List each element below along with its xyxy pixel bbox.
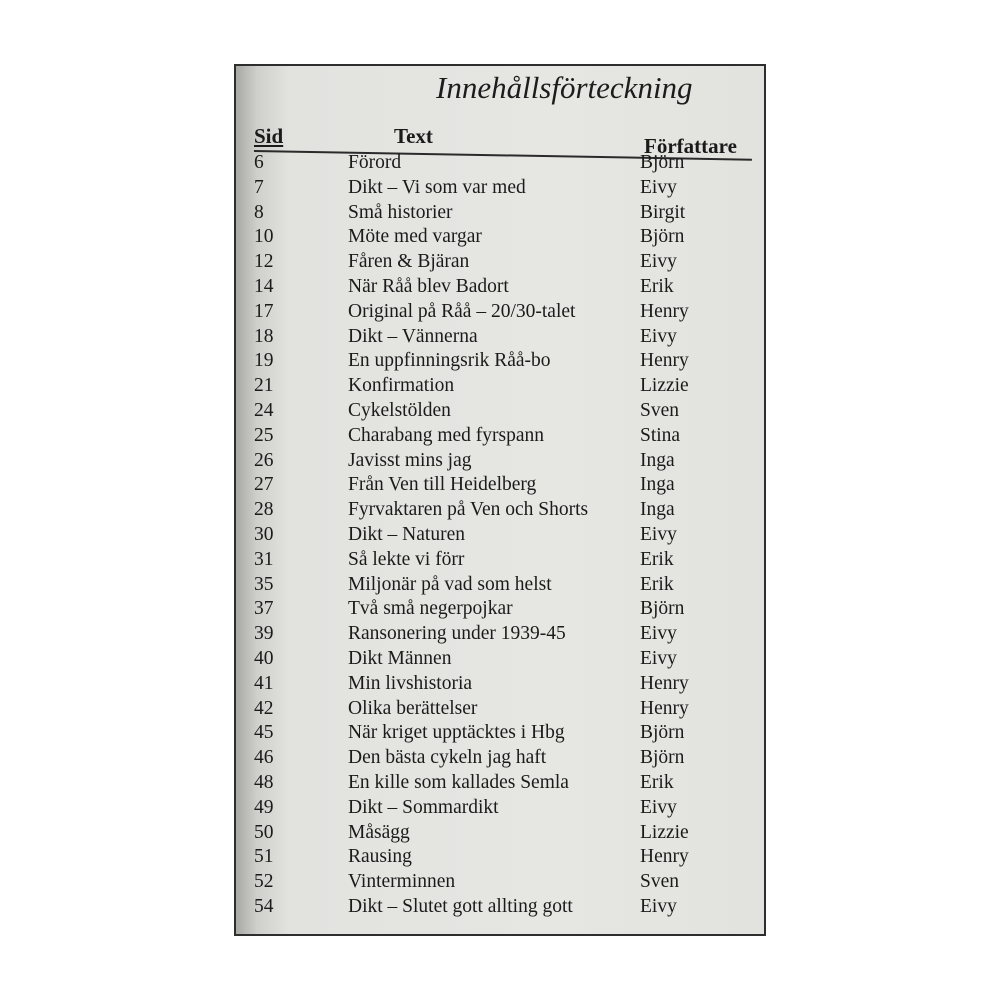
toc-row [236, 177, 764, 202]
toc-title: När kriget upptäcktes i Hbg [348, 722, 565, 744]
toc-author: Eivy [640, 896, 677, 917]
toc-author: Inga [640, 449, 675, 471]
toc-page-number: 39 [254, 623, 274, 645]
toc-author: Björn [640, 747, 685, 769]
toc-row [236, 499, 764, 524]
toc-title: Fåren & Bjäran [348, 251, 470, 273]
toc-author: Lizzie [640, 821, 689, 843]
toc-title: Från Ven till Heidelberg [348, 474, 537, 496]
toc-title: Cykelstölden [348, 400, 451, 421]
toc-page-number: 50 [254, 821, 274, 843]
toc-author: Stina [640, 424, 681, 446]
toc-author: Eivy [640, 325, 677, 347]
toc-page-number: 10 [254, 226, 274, 248]
toc-row [236, 648, 764, 673]
toc-page-number: 7 [254, 176, 264, 198]
toc-title: Dikt Männen [348, 648, 452, 669]
toc-page-number: 12 [254, 251, 274, 273]
toc-author: Henry [640, 300, 689, 322]
toc-author: Eivy [640, 176, 677, 198]
toc-author: Björn [640, 152, 685, 173]
page-title: Innehållsförteckning [436, 70, 693, 105]
toc-title: Så lekte vi förr [348, 548, 465, 570]
toc-row [236, 326, 764, 351]
toc-row [236, 549, 764, 574]
toc-row [236, 772, 764, 797]
toc-page-number: 27 [254, 474, 274, 496]
toc-row [236, 822, 764, 847]
toc-author: Erik [640, 772, 674, 793]
toc-page-number: 6 [254, 152, 264, 173]
toc-title: Rausing [348, 846, 412, 868]
toc-row [236, 797, 764, 822]
toc-title: Olika berättelser [348, 697, 478, 719]
toc-page-number: 48 [254, 772, 274, 793]
toc-row [236, 251, 764, 276]
toc-row [236, 400, 764, 425]
toc-page-number: 31 [254, 548, 274, 570]
toc-author: Henry [640, 846, 689, 868]
toc-page-number: 30 [254, 524, 274, 545]
toc-page-number: 18 [254, 325, 274, 347]
toc-title: Vinterminnen [348, 871, 456, 893]
toc-author: Henry [640, 672, 689, 694]
toc-row [236, 896, 764, 921]
toc-author: Björn [640, 722, 685, 744]
toc-title: En uppfinningsrik Råå-bo [348, 350, 551, 372]
column-header-text: Text [394, 124, 433, 148]
toc-author: Eivy [640, 251, 677, 273]
toc-page-number: 26 [254, 449, 274, 471]
toc-row [236, 450, 764, 475]
toc-title: Miljonär på vad som helst [348, 573, 552, 595]
toc-row [236, 202, 764, 227]
toc-page-number: 28 [254, 499, 274, 521]
toc-title: Dikt – Slutet gott allting gott [348, 896, 573, 917]
toc-title: Konfirmation [348, 375, 455, 397]
toc-page-number: 41 [254, 672, 274, 694]
toc-page-number: 21 [254, 375, 274, 397]
toc-page-number: 35 [254, 573, 274, 595]
toc-page-number: 14 [254, 276, 274, 297]
toc-title: Dikt – Vi som var med [348, 176, 526, 198]
toc-row [236, 698, 764, 723]
toc-title: Dikt – Sommardikt [348, 796, 499, 818]
toc-title: Dikt – Naturen [348, 524, 465, 545]
toc-title: Charabang med fyrspann [348, 424, 545, 446]
toc-page-number: 42 [254, 697, 274, 719]
toc-title: Fyrvaktaren på Ven och Shorts [348, 499, 589, 521]
toc-author: Björn [640, 226, 685, 248]
toc-row [236, 598, 764, 623]
toc-title: Dikt – Vännerna [348, 325, 478, 347]
toc-title: Ransonering under 1939-45 [348, 623, 566, 645]
toc-row [236, 722, 764, 747]
toc-title: Javisst mins jag [348, 449, 472, 471]
toc-page-number: 19 [254, 350, 274, 372]
toc-row [236, 425, 764, 450]
toc-title: Min livshistoria [348, 672, 473, 694]
toc-row [236, 226, 764, 251]
toc-title: Två små negerpojkar [348, 598, 513, 620]
toc-title: Den bästa cykeln jag haft [348, 747, 547, 769]
column-header-author: Författare [644, 134, 737, 158]
toc-row [236, 574, 764, 599]
toc-author: Eivy [640, 623, 677, 645]
toc-author: Lizzie [640, 375, 689, 397]
toc-author: Sven [640, 871, 679, 893]
toc-page-number: 46 [254, 747, 274, 769]
toc-page-number: 40 [254, 648, 274, 669]
toc-author: Björn [640, 598, 685, 620]
column-header-sid: Sid [254, 124, 284, 148]
toc-page-number: 45 [254, 722, 274, 744]
toc-page-number: 37 [254, 598, 274, 620]
toc-author: Inga [640, 499, 675, 521]
toc-author: Erik [640, 548, 674, 570]
toc-row [236, 350, 764, 375]
toc-row [236, 623, 764, 648]
toc-author: Eivy [640, 524, 677, 545]
toc-page-number: 24 [254, 400, 274, 421]
document-photo [234, 64, 766, 936]
toc-page-number: 51 [254, 846, 274, 868]
toc-author: Birgit [640, 201, 686, 223]
toc-page-number: 49 [254, 796, 274, 818]
toc-author: Erik [640, 573, 674, 595]
toc-row [236, 524, 764, 549]
toc-page-number: 8 [254, 201, 264, 223]
toc-author: Henry [640, 350, 689, 372]
toc-page-number: 54 [254, 896, 274, 917]
toc-row [236, 375, 764, 400]
toc-page-number: 25 [254, 424, 274, 446]
toc-page-number: 17 [254, 300, 274, 322]
toc-row [236, 747, 764, 772]
toc-title: Original på Råå – 20/30-talet [348, 300, 576, 322]
toc-author: Henry [640, 697, 689, 719]
toc-row [236, 301, 764, 326]
toc-row [236, 673, 764, 698]
toc-row [236, 474, 764, 499]
toc-author: Inga [640, 474, 675, 496]
toc-title: Förord [348, 152, 402, 173]
toc-row [236, 276, 764, 301]
toc-row [236, 846, 764, 871]
toc-author: Erik [640, 276, 674, 297]
toc-title: En kille som kallades Semla [348, 772, 569, 793]
toc-author: Sven [640, 400, 679, 421]
toc-author: Eivy [640, 648, 677, 669]
toc-row [236, 871, 764, 896]
toc-page-number: 52 [254, 871, 274, 893]
toc-row [236, 152, 764, 177]
toc-title: Måsägg [348, 821, 410, 843]
toc-title: Möte med vargar [348, 226, 482, 248]
toc-title: När Råå blev Badort [348, 276, 509, 297]
toc-title: Små historier [348, 201, 453, 223]
toc-author: Eivy [640, 796, 677, 818]
